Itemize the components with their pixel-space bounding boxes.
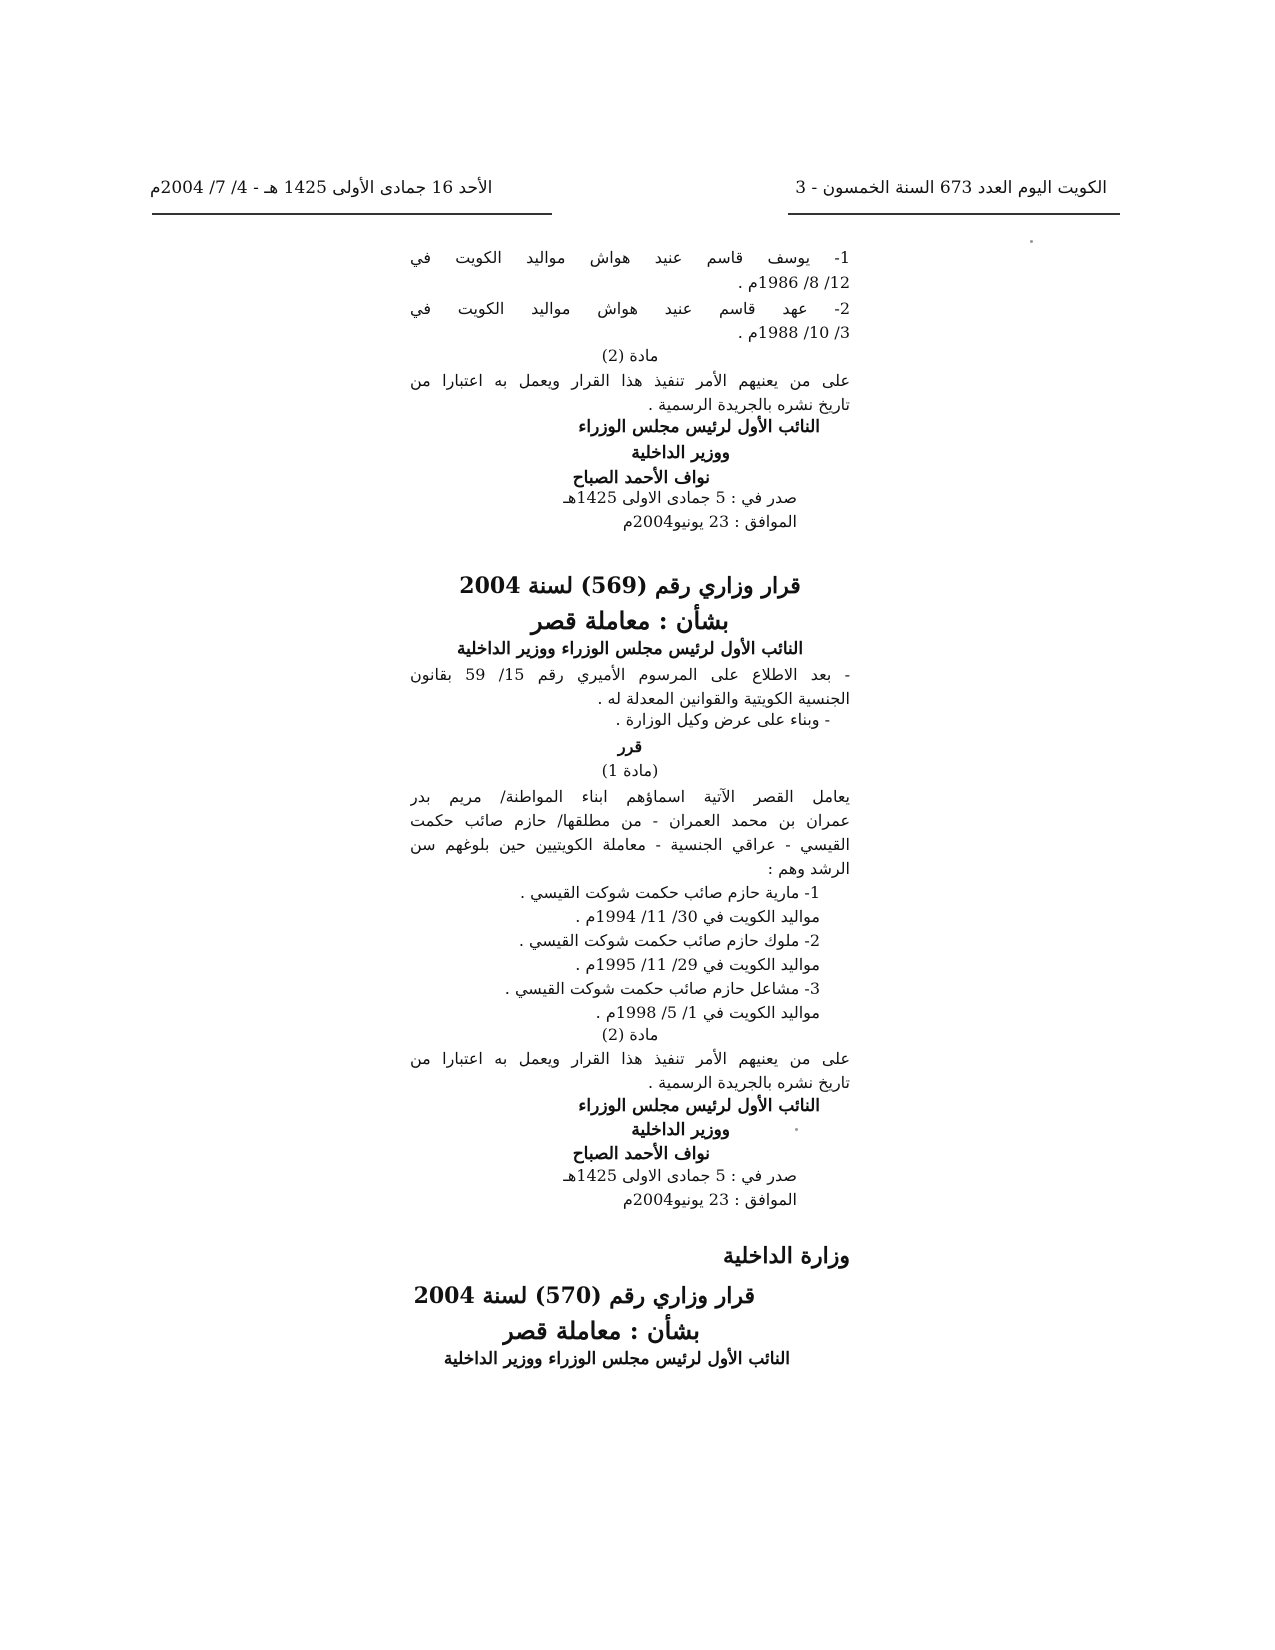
list-item: 2- ملوك حازم صائب حكمت شوكت القيسي . <box>518 931 820 950</box>
article-text: تاريخ نشره بالجريدة الرسمية . <box>647 1073 850 1092</box>
gregorian-date: الموافق : 23 يونيو2004م <box>622 1190 797 1209</box>
decision-title: قرار وزاري رقم (570) لسنة 2004 <box>413 1283 755 1309</box>
article-text: عمران بن محمد العمران - من مطلقها/ حازم صائب حكمت <box>410 811 850 830</box>
decision-preamble: النائب الأول لرئيس مجلس الوزراء ووزير الداخلية <box>456 639 804 659</box>
list-item: 1- يوسف قاسم عنيد هواش مواليد الكويت في <box>410 248 850 267</box>
decision-title: قرار وزاري رقم (569) لسنة 2004 <box>459 573 801 599</box>
gregorian-date: الموافق : 23 يونيو2004م <box>622 512 797 531</box>
article-text: على من يعنيهم الأمر تنفيذ هذا القرار ويعمل به اعتبارا من <box>410 371 850 390</box>
list-item: 1- مارية حازم صائب حكمت شوكت القيسي . <box>519 883 820 902</box>
header-rule-left <box>152 213 552 215</box>
article-text: القيسي - عراقي الجنسية - معاملة الكويتيين حين بلوغهم سن <box>410 835 850 854</box>
signature-title: ووزير الداخلية <box>631 1120 730 1140</box>
page-header-right: الكويت اليوم العدد 673 السنة الخمسون - 3 <box>795 178 1107 198</box>
issue-date: صدر في : 5 جمادى الاولى 1425هـ <box>563 488 797 507</box>
signature-name: نواف الأحمد الصباح <box>572 468 710 488</box>
list-item: مواليد الكويت في 30/ 11/ 1994م . <box>575 907 820 926</box>
recital: - بعد الاطلاع على المرسوم الأميري رقم 15/ 59 بقانون <box>410 665 850 684</box>
recital: الجنسية الكويتية والقوانين المعدلة له . <box>597 689 850 708</box>
signature-title: النائب الأول لرئيس مجلس الوزراء <box>578 1096 820 1116</box>
page-header-left: الأحد 16 جمادى الأولى 1425 هـ - 4/ 7/ 2004م <box>150 178 493 198</box>
decision-subject: بشأن : معاملة قصر <box>502 1316 700 1345</box>
list-item: مواليد الكويت في 1/ 5/ 1998م . <box>595 1003 820 1022</box>
list-item: 12/ 8/ 1986م . <box>737 273 850 292</box>
list-item: 3/ 10/ 1988م . <box>737 323 850 342</box>
article-text: على من يعنيهم الأمر تنفيذ هذا القرار ويعمل به اعتبارا من <box>410 1049 850 1068</box>
article-text: يعامل القصر الآتية اسماؤهم ابناء المواطنة/ مريم بدر <box>410 787 850 806</box>
article-label: (مادة 1) <box>601 761 659 780</box>
decision-subject: بشأن : معاملة قصر <box>531 606 729 635</box>
speck <box>1030 240 1033 243</box>
speck <box>795 1128 798 1131</box>
article-text: الرشد وهم : <box>767 859 850 878</box>
decided-label: قرر <box>617 737 643 756</box>
header-rule-right <box>788 213 1120 215</box>
article-label: مادة (2) <box>601 1025 659 1044</box>
decision-preamble: النائب الأول لرئيس مجلس الوزراء ووزير الداخلية <box>443 1349 790 1369</box>
list-item: مواليد الكويت في 29/ 11/ 1995م . <box>575 955 820 974</box>
list-item: 3- مشاعل حازم صائب حكمت شوكت القيسي . <box>504 979 820 998</box>
article-text: تاريخ نشره بالجريدة الرسمية . <box>647 395 850 414</box>
issue-date: صدر في : 5 جمادى الاولى 1425هـ <box>563 1166 797 1185</box>
signature-title: النائب الأول لرئيس مجلس الوزراء <box>578 417 820 437</box>
signature-title: ووزير الداخلية <box>631 443 730 463</box>
list-item: 2- عهد قاسم عنيد هواش مواليد الكويت في <box>410 299 850 318</box>
ministry-heading: وزارة الداخلية <box>723 1243 850 1269</box>
article-label: مادة (2) <box>601 346 659 365</box>
signature-name: نواف الأحمد الصباح <box>572 1144 710 1164</box>
recital: - وبناء على عرض وكيل الوزارة . <box>615 710 830 729</box>
